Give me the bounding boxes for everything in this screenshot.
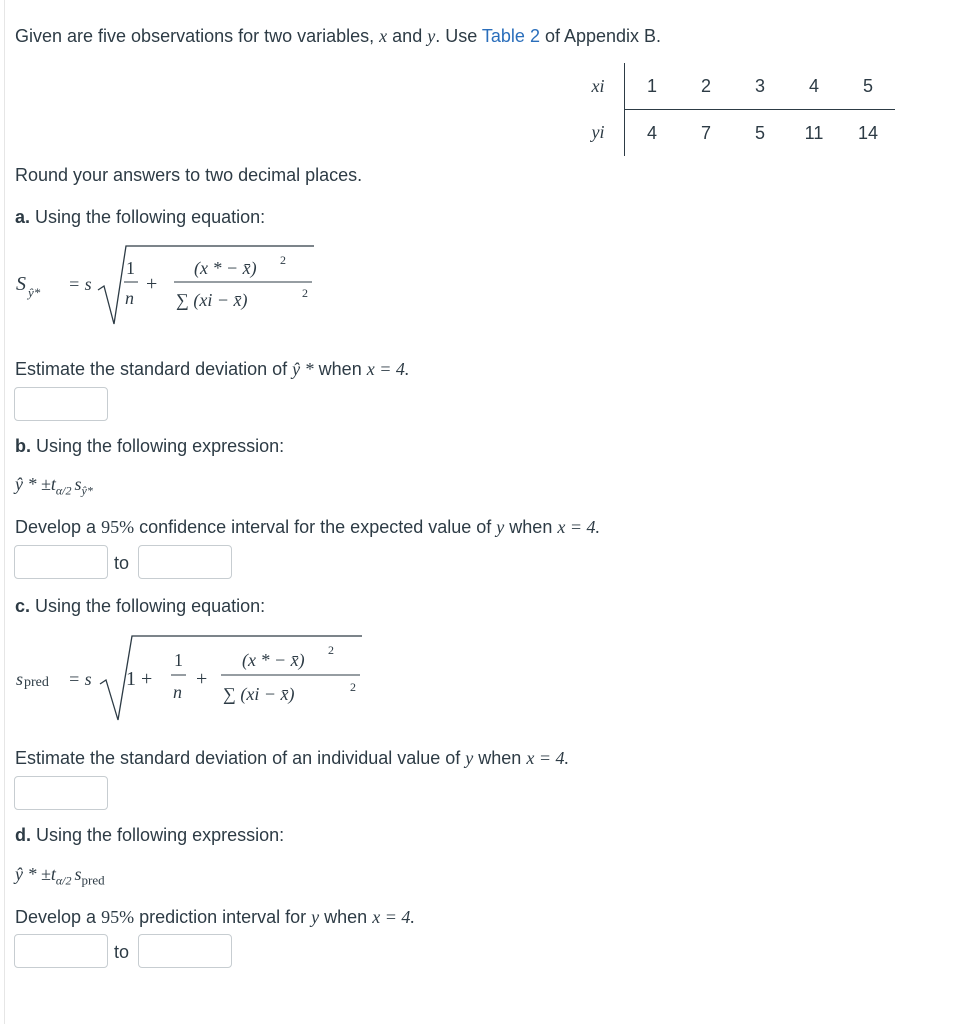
part-d-text: Using the following expression:	[31, 825, 285, 845]
part-c-label: c.	[15, 596, 31, 616]
pa-q-sym: ŷ *	[292, 359, 314, 379]
pb-q-eq: x = 4.	[557, 517, 600, 537]
part-a-label: a.	[15, 207, 31, 227]
fa-lhs-sub: ŷ*	[28, 285, 41, 300]
formula-a	[14, 242, 334, 342]
pb-q-prefix: Develop a	[15, 517, 102, 537]
part-a-text: Using the following equation:	[30, 207, 266, 227]
part-b-heading	[15, 436, 284, 457]
pb-q-mid: confidence interval for the expected value of	[134, 517, 497, 537]
part-d-label: d.	[15, 825, 31, 845]
pd-expr-ssub: pred	[81, 872, 105, 888]
pd-q-pct: 95%	[101, 907, 135, 927]
fc-one-plus: 1 +	[126, 668, 153, 690]
left-border	[4, 0, 5, 1024]
formula-c-svg	[14, 632, 384, 732]
pd-expr-s: s	[74, 864, 82, 884]
fa-den: ∑ (xi − x̄)	[176, 290, 248, 310]
row-label-y: yi	[572, 110, 625, 157]
intro-mid: . Use	[435, 26, 482, 46]
pd-q-y: y	[311, 907, 320, 927]
part-b-expression	[15, 474, 93, 499]
fa-den-sq: 2	[302, 286, 308, 300]
pc-q-eq: x = 4.	[526, 748, 569, 768]
x-value: 4	[787, 63, 841, 110]
pb-q-pct: 95%	[101, 517, 135, 537]
pd-q-when: when	[319, 907, 373, 927]
pb-q-y: y	[496, 517, 505, 537]
table-2-link[interactable]: Table 2	[481, 26, 540, 46]
part-b-label: b.	[15, 436, 31, 456]
fa-lhs: S	[16, 273, 26, 295]
pd-expr-main: ŷ * ±t	[15, 864, 56, 884]
fa-num: (x * − x̄)	[194, 258, 257, 278]
y-value: 11	[804, 122, 824, 143]
fc-n: n	[173, 682, 182, 702]
fc-den-sq: 2	[350, 680, 356, 694]
fc-lhs-sub: pred	[24, 675, 49, 690]
table-row-x	[572, 63, 895, 110]
answer-b-upper-input[interactable]	[138, 545, 232, 579]
fa-eq: = s	[68, 274, 92, 294]
fa-plus: +	[146, 273, 158, 295]
fa-num-sq: 2	[280, 253, 286, 267]
observations-table	[572, 63, 895, 156]
pb-expr-main: ŷ * ±t	[15, 474, 56, 494]
intro-prefix: Given are five observations for two variables,	[15, 26, 380, 46]
answer-d-upper-input[interactable]	[138, 934, 232, 968]
x-value: 1	[625, 63, 680, 110]
pc-q-when: when	[473, 748, 527, 768]
pb-expr-ssub: ŷ*	[81, 483, 93, 498]
pb-expr-s: s	[74, 474, 82, 494]
part-b-question	[15, 517, 600, 538]
pd-expr-sub: α/2	[55, 873, 72, 888]
y-value: 4	[646, 122, 657, 143]
pa-q-prefix: Estimate the standard deviation of	[15, 359, 293, 379]
part-c-heading	[15, 596, 265, 617]
x-value: 5	[841, 63, 895, 110]
intro-text	[15, 26, 661, 47]
intro-var-x: x	[379, 26, 388, 46]
answer-b-lower-input[interactable]	[14, 545, 108, 579]
formula-a-svg	[14, 242, 334, 337]
pb-expr-sub: α/2	[55, 483, 72, 498]
fc-lhs: s	[16, 669, 24, 689]
fa-one: 1	[126, 258, 135, 278]
part-d-heading	[15, 825, 284, 846]
y-value: 5	[754, 122, 765, 143]
intro-var-y: y	[427, 26, 436, 46]
part-a-heading	[15, 207, 265, 228]
fc-plus: +	[196, 668, 208, 690]
answer-c-input[interactable]	[14, 776, 108, 810]
part-a-question	[15, 359, 409, 380]
y-value: 14	[857, 122, 879, 143]
pb-q-when: when	[504, 517, 558, 537]
pa-q-when: when	[313, 359, 367, 379]
intro-suffix: of Appendix B.	[539, 26, 662, 46]
y-value: 7	[700, 122, 711, 143]
answer-d-lower-input[interactable]	[14, 934, 108, 968]
formula-c	[14, 632, 384, 737]
pc-q-y: y	[465, 748, 474, 768]
pd-q-prefix: Develop a	[15, 907, 102, 927]
pc-q-prefix: Estimate the standard deviation of an individual value of	[15, 748, 466, 768]
part-d-to-label: to	[114, 942, 130, 962]
part-c-question	[15, 748, 569, 769]
table-row-y	[572, 110, 895, 157]
pd-q-eq: x = 4.	[372, 907, 415, 927]
pa-q-eq: x = 4.	[366, 359, 410, 379]
row-label-x: xi	[572, 63, 625, 110]
fc-one: 1	[174, 650, 183, 670]
pd-q-mid: prediction interval for	[134, 907, 312, 927]
fc-eq: = s	[68, 669, 92, 689]
part-d-expression	[15, 864, 105, 889]
fc-den: ∑ (xi − x̄)	[223, 684, 295, 704]
fc-num: (x * − x̄)	[242, 650, 305, 670]
part-c-text: Using the following equation:	[30, 596, 266, 616]
part-b-to-label: to	[114, 553, 130, 573]
part-b-text: Using the following expression:	[31, 436, 285, 456]
intro-and: and	[387, 26, 428, 46]
part-d-question	[15, 907, 415, 928]
x-value: 3	[733, 63, 787, 110]
round-note: Round your answers to two decimal places.	[15, 165, 363, 185]
answer-a-input[interactable]	[14, 387, 108, 421]
fc-num-sq: 2	[328, 643, 334, 657]
x-value: 2	[679, 63, 733, 110]
fa-n: n	[125, 288, 134, 308]
